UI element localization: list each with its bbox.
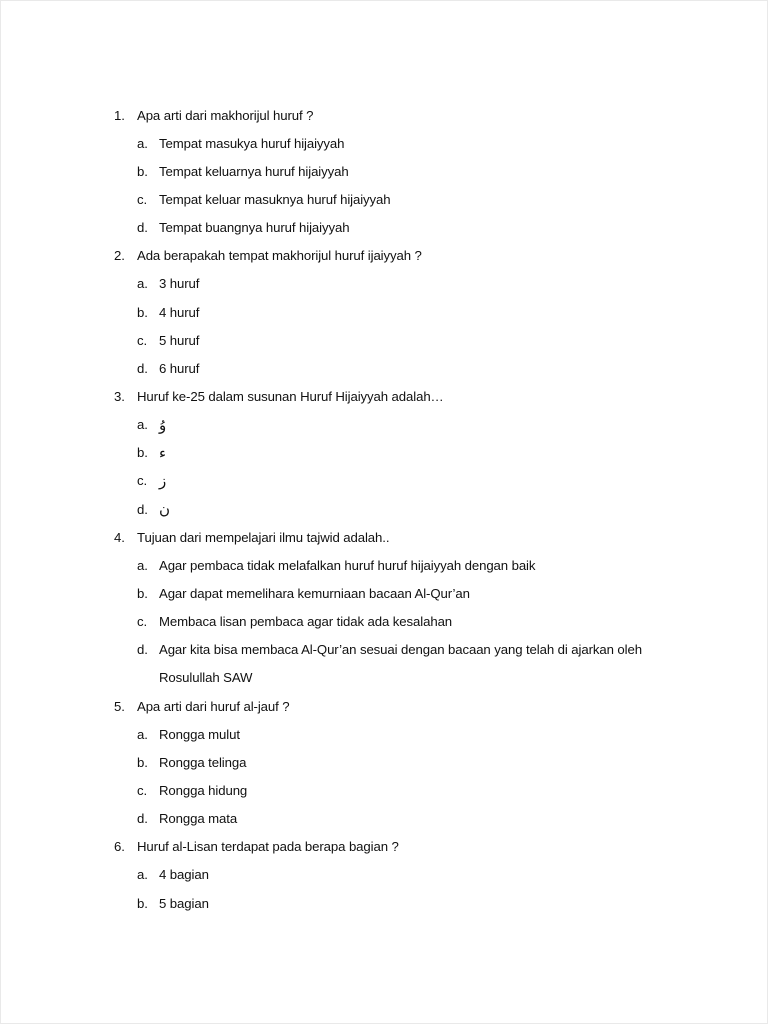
answer-option [114,326,714,354]
answer-option [114,748,714,776]
option-letter: d. [137,811,148,827]
option-letter: c. [137,782,148,798]
option-letter: a. [137,135,148,151]
option-letter: a. [137,867,148,883]
question-text: Huruf al-Lisan terdapat pada berapa bagian ? [137,839,399,855]
option-letter: c. [137,332,148,348]
question-text-line [114,833,714,861]
arabic-letter: ن [159,500,171,519]
option-text: Rongga telinga [159,754,247,770]
option-text: Tempat keluar masuknya huruf hijaiyyah [159,191,391,207]
question-text-line [114,382,714,410]
option-letter: b. [137,445,148,461]
question-number: 3. [114,388,125,404]
answer-option [114,354,714,382]
answer-option [114,861,714,889]
question-text: Apa arti dari makhorijul huruf ? [137,107,314,123]
question [114,523,714,692]
option-text: 4 huruf [159,304,200,320]
question-text: Tujuan dari mempelajari ilmu tajwid adalah.. [137,529,390,545]
option-text: Rongga mulut [159,726,240,742]
answer-option [114,157,714,185]
question-number: 6. [114,839,125,855]
question-text-line [114,692,714,720]
answer-option [114,889,714,917]
option-letter: a. [137,726,148,742]
question [114,692,714,833]
option-letter: d. [137,642,148,658]
option-letter: c. [137,614,148,630]
question-number: 1. [114,107,125,123]
option-text: Agar dapat memelihara kemurniaan bacaan Al-Qur’an [159,585,470,601]
option-letter: b. [137,754,148,770]
answer-option [114,776,714,804]
option-letter: d. [137,501,148,517]
answer-option [114,551,714,579]
answer-option [114,185,714,213]
question [114,242,714,383]
answer-option [114,439,714,467]
option-letter: d. [137,360,148,376]
option-text: Tempat buangnya huruf hijaiyyah [159,220,350,236]
option-letter: b. [137,585,148,601]
answer-option [114,805,714,833]
question-number: 2. [114,248,125,264]
question-list [114,101,714,917]
question-text-line [114,523,714,551]
answer-option [114,579,714,607]
question-text: Huruf ke-25 dalam susunan Huruf Hijaiyyah adalah… [137,388,444,404]
option-text: 6 huruf [159,360,200,376]
answer-option [114,495,714,523]
answer-option [114,636,714,664]
option-text: Membaca lisan pembaca agar tidak ada kesalahan [159,614,453,630]
option-letter: a. [137,557,148,573]
option-text: Tempat keluarnya huruf hijaiyyah [159,163,349,179]
option-letter: a. [137,276,148,292]
answer-option [114,214,714,242]
option-letter: b. [137,163,148,179]
option-text: 5 huruf [159,332,200,348]
option-text: 4 bagian [159,867,209,883]
question-text: Apa arti dari huruf al-jauf ? [137,698,290,714]
question-text-line [114,101,714,129]
answer-option [114,608,714,636]
option-text: 3 huruf [159,276,200,292]
answer-option [114,270,714,298]
option-continuation-line [114,664,714,692]
question [114,101,714,242]
answer-option [114,720,714,748]
option-letter: b. [137,895,148,911]
option-text: Tempat masukya huruf hijaiyyah [159,135,345,151]
option-letter: c. [137,191,148,207]
question-text-line [114,242,714,270]
option-text: Rongga mata [159,811,238,827]
arabic-letter: ء [159,443,167,462]
option-text: Agar pembaca tidak melafalkan huruf huruf hijaiyyah dengan baik [159,557,536,573]
option-text: 5 bagian [159,895,209,911]
question [114,382,714,523]
answer-option [114,129,714,157]
option-letter: a. [137,417,148,433]
answer-option [114,411,714,439]
arabic-letter: ز [159,471,167,490]
option-letter: c. [137,473,148,489]
answer-option [114,298,714,326]
option-text: Agar kita bisa membaca Al-Qur’an sesuai dengan bacaan yang telah di ajarkan oleh [159,642,642,658]
question-text: Ada berapakah tempat makhorijul huruf ijaiyyah ? [137,248,422,264]
question [114,833,714,917]
option-text: Rongga hidung [159,782,248,798]
option-letter: d. [137,220,148,236]
arabic-letter: وُ [159,415,167,434]
question-number: 5. [114,698,125,714]
option-letter: b. [137,304,148,320]
option-text-continued: Rosulullah SAW [159,670,253,686]
question-number: 4. [114,529,125,545]
answer-option [114,467,714,495]
